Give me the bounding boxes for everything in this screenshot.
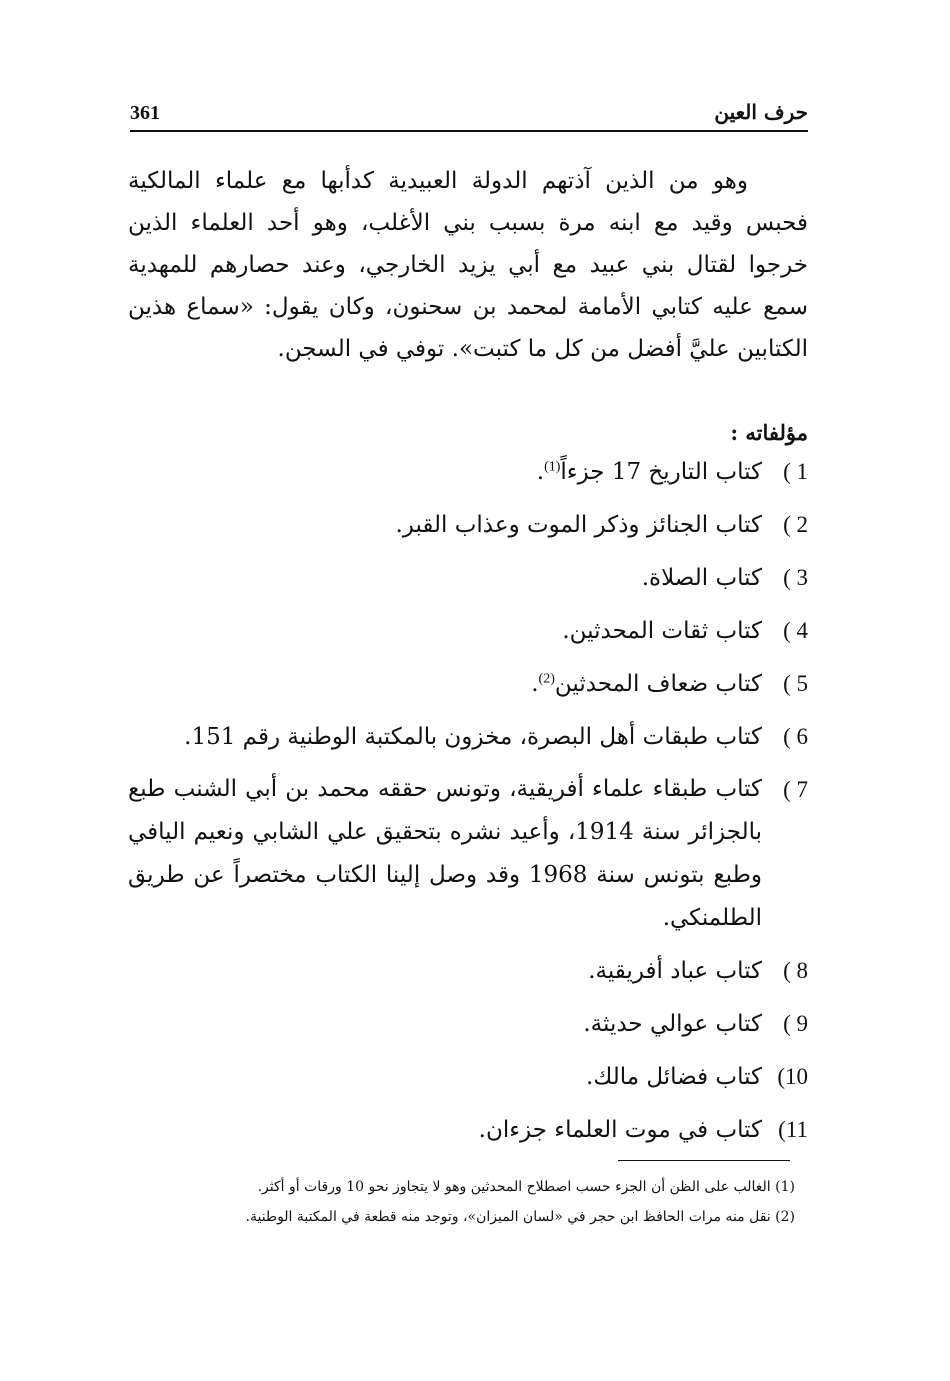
- list-item-title: كتاب في موت العلماء جزءان.: [478, 1117, 762, 1143]
- list-item-number: 10): [777, 1064, 808, 1089]
- list-item-title: كتاب ضعاف المحدثين: [554, 671, 762, 697]
- works-list: [128, 450, 808, 1161]
- footnote: (1) الغالب على الظن أن الجزء حسب اصطلاح المحدثين وهو لا يتجاوز نحو 10 ورقات أو أكثر.: [257, 1179, 795, 1195]
- works-heading: مؤلفاته :: [730, 420, 808, 445]
- list-item: [128, 768, 808, 940]
- footnote-reference: (1): [544, 459, 561, 475]
- list-item: [128, 1002, 808, 1046]
- list-item-number: 2 ): [783, 512, 808, 537]
- list-item-number: 8 ): [783, 958, 808, 983]
- list-item-number: 5 ): [783, 671, 808, 696]
- list-item: [128, 949, 808, 993]
- footnote-divider: [618, 1160, 790, 1161]
- intro-paragraph-block: [128, 160, 808, 370]
- footnote: (2) نقل منه مرات الحافظ ابن حجر في «لسان الميزان»، وتوجد منه قطعة في المكتبة الوطنية.: [245, 1209, 795, 1225]
- list-item: [128, 662, 808, 706]
- list-item: [128, 715, 808, 759]
- list-item: [128, 1055, 808, 1099]
- footnote-reference: (2): [538, 671, 555, 687]
- list-item-title: كتاب فضائل مالك.: [586, 1064, 762, 1090]
- list-item-number: 3 ): [783, 565, 808, 590]
- page-header: [130, 96, 808, 132]
- list-item-number: 6 ): [783, 724, 808, 749]
- list-item: [128, 609, 808, 653]
- list-item: [128, 556, 808, 600]
- list-item-title: كتاب التاريخ 17 جزءاً: [560, 459, 762, 485]
- list-item-punctuation: .: [531, 671, 539, 697]
- page-number: 361: [130, 102, 160, 124]
- list-item-number: 1 ): [783, 459, 808, 484]
- list-item-number: 11): [778, 1117, 808, 1142]
- intro-paragraph: وهو من الذين آذتهم الدولة العبيدية كدأبها مع علماء المالكية فحبس وقيد مع ابنه مرة بسبب بني الأغلب، وهو أحد العلماء الذين خرجوا لقتال بني عبيد مع أبي يزيد الخارجي، وعند حصارهم للمهدية سمع عليه كتابي الأمامة لمحمد بن سحنون، وكان يقول: «سماع هذين الكتابين عليَّ أفضل من كل ما كتبت». توفي في السجن.: [128, 168, 808, 362]
- list-item-title: كتاب عوالي حديثة.: [583, 1011, 762, 1037]
- list-item-title: كتاب ثقات المحدثين.: [562, 618, 762, 644]
- list-item-title: كتاب عباد أفريقية.: [588, 958, 762, 984]
- list-item-number: 7 ): [783, 777, 808, 802]
- list-item-punctuation: .: [536, 459, 545, 485]
- list-item-title: كتاب الصلاة.: [641, 565, 762, 591]
- list-item: [128, 450, 808, 494]
- list-item-number: 9 ): [783, 1011, 808, 1036]
- list-item-number: 4 ): [783, 618, 808, 643]
- list-item: [128, 503, 808, 547]
- list-item-text: [128, 450, 762, 494]
- list-item-title: كتاب الجنائز وذكر الموت وعذاب القبر.: [395, 512, 762, 538]
- list-item-text: [128, 662, 762, 706]
- list-item-title: كتاب طبقات أهل البصرة، مخزون بالمكتبة الوطنية رقم 151.: [184, 724, 762, 750]
- running-title: حرف العين: [714, 100, 808, 124]
- list-item-title: كتاب طبقاء علماء أفريقية، وتونس حققه محمد بن أبي الشنب طبع بالجزائر سنة 1914، وأعيد نشره بتحقيق علي الشابي ونعيم اليافي وطبع بتونس سنة 1968 وقد وصل إلينا الكتاب مختصراً عن طريق الطلمنكي.: [128, 776, 762, 931]
- footnotes: [150, 1172, 795, 1232]
- list-item: [128, 1108, 808, 1152]
